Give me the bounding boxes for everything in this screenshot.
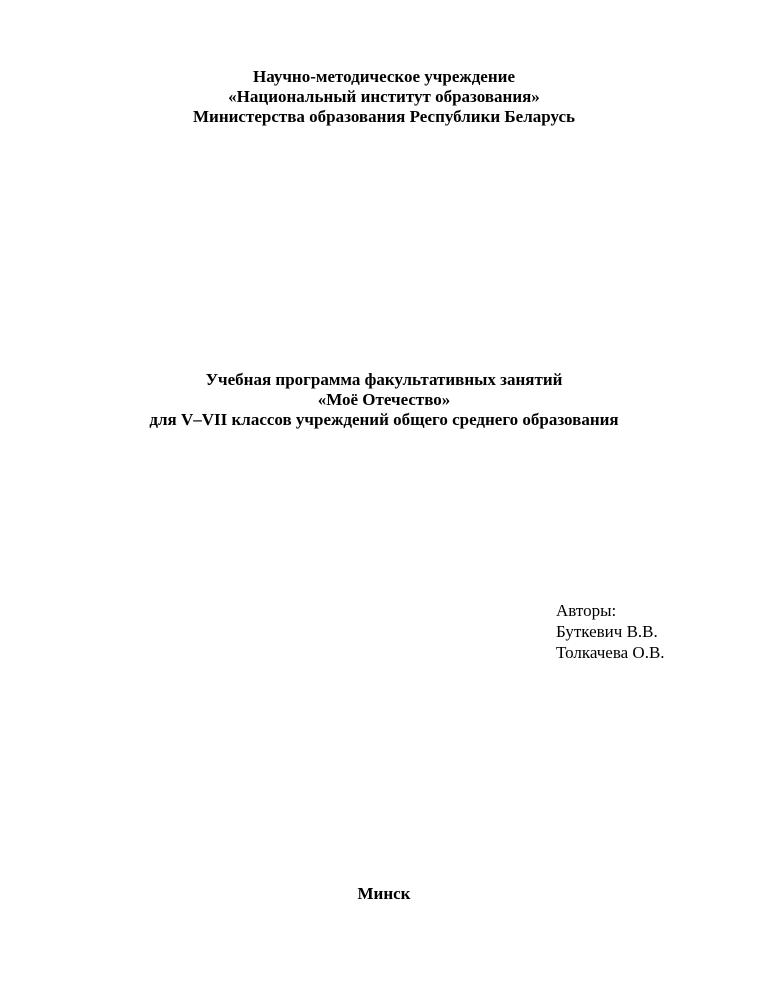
author-name: Буткевич В.В. bbox=[556, 622, 658, 641]
title-line-1: Учебная программа факультативных занятий bbox=[205, 370, 563, 389]
institution-line-1: Научно-методическое учреждение bbox=[252, 67, 515, 86]
authors-block bbox=[556, 600, 665, 663]
institution-line-3: Министерства образования Республики Беларусь bbox=[193, 107, 575, 126]
title-line-2: «Моё Отечество» bbox=[317, 390, 451, 409]
institution-line-2: «Национальный институт образования» bbox=[228, 87, 540, 106]
author-name: Толкачева О.В. bbox=[556, 643, 665, 662]
document-title bbox=[0, 370, 768, 430]
title-line-3: для V–VII классов учреждений общего среднего образования bbox=[149, 410, 619, 429]
institution-header bbox=[0, 67, 768, 127]
publication-city: Минск bbox=[357, 884, 411, 903]
authors-label: Авторы: bbox=[556, 601, 617, 620]
